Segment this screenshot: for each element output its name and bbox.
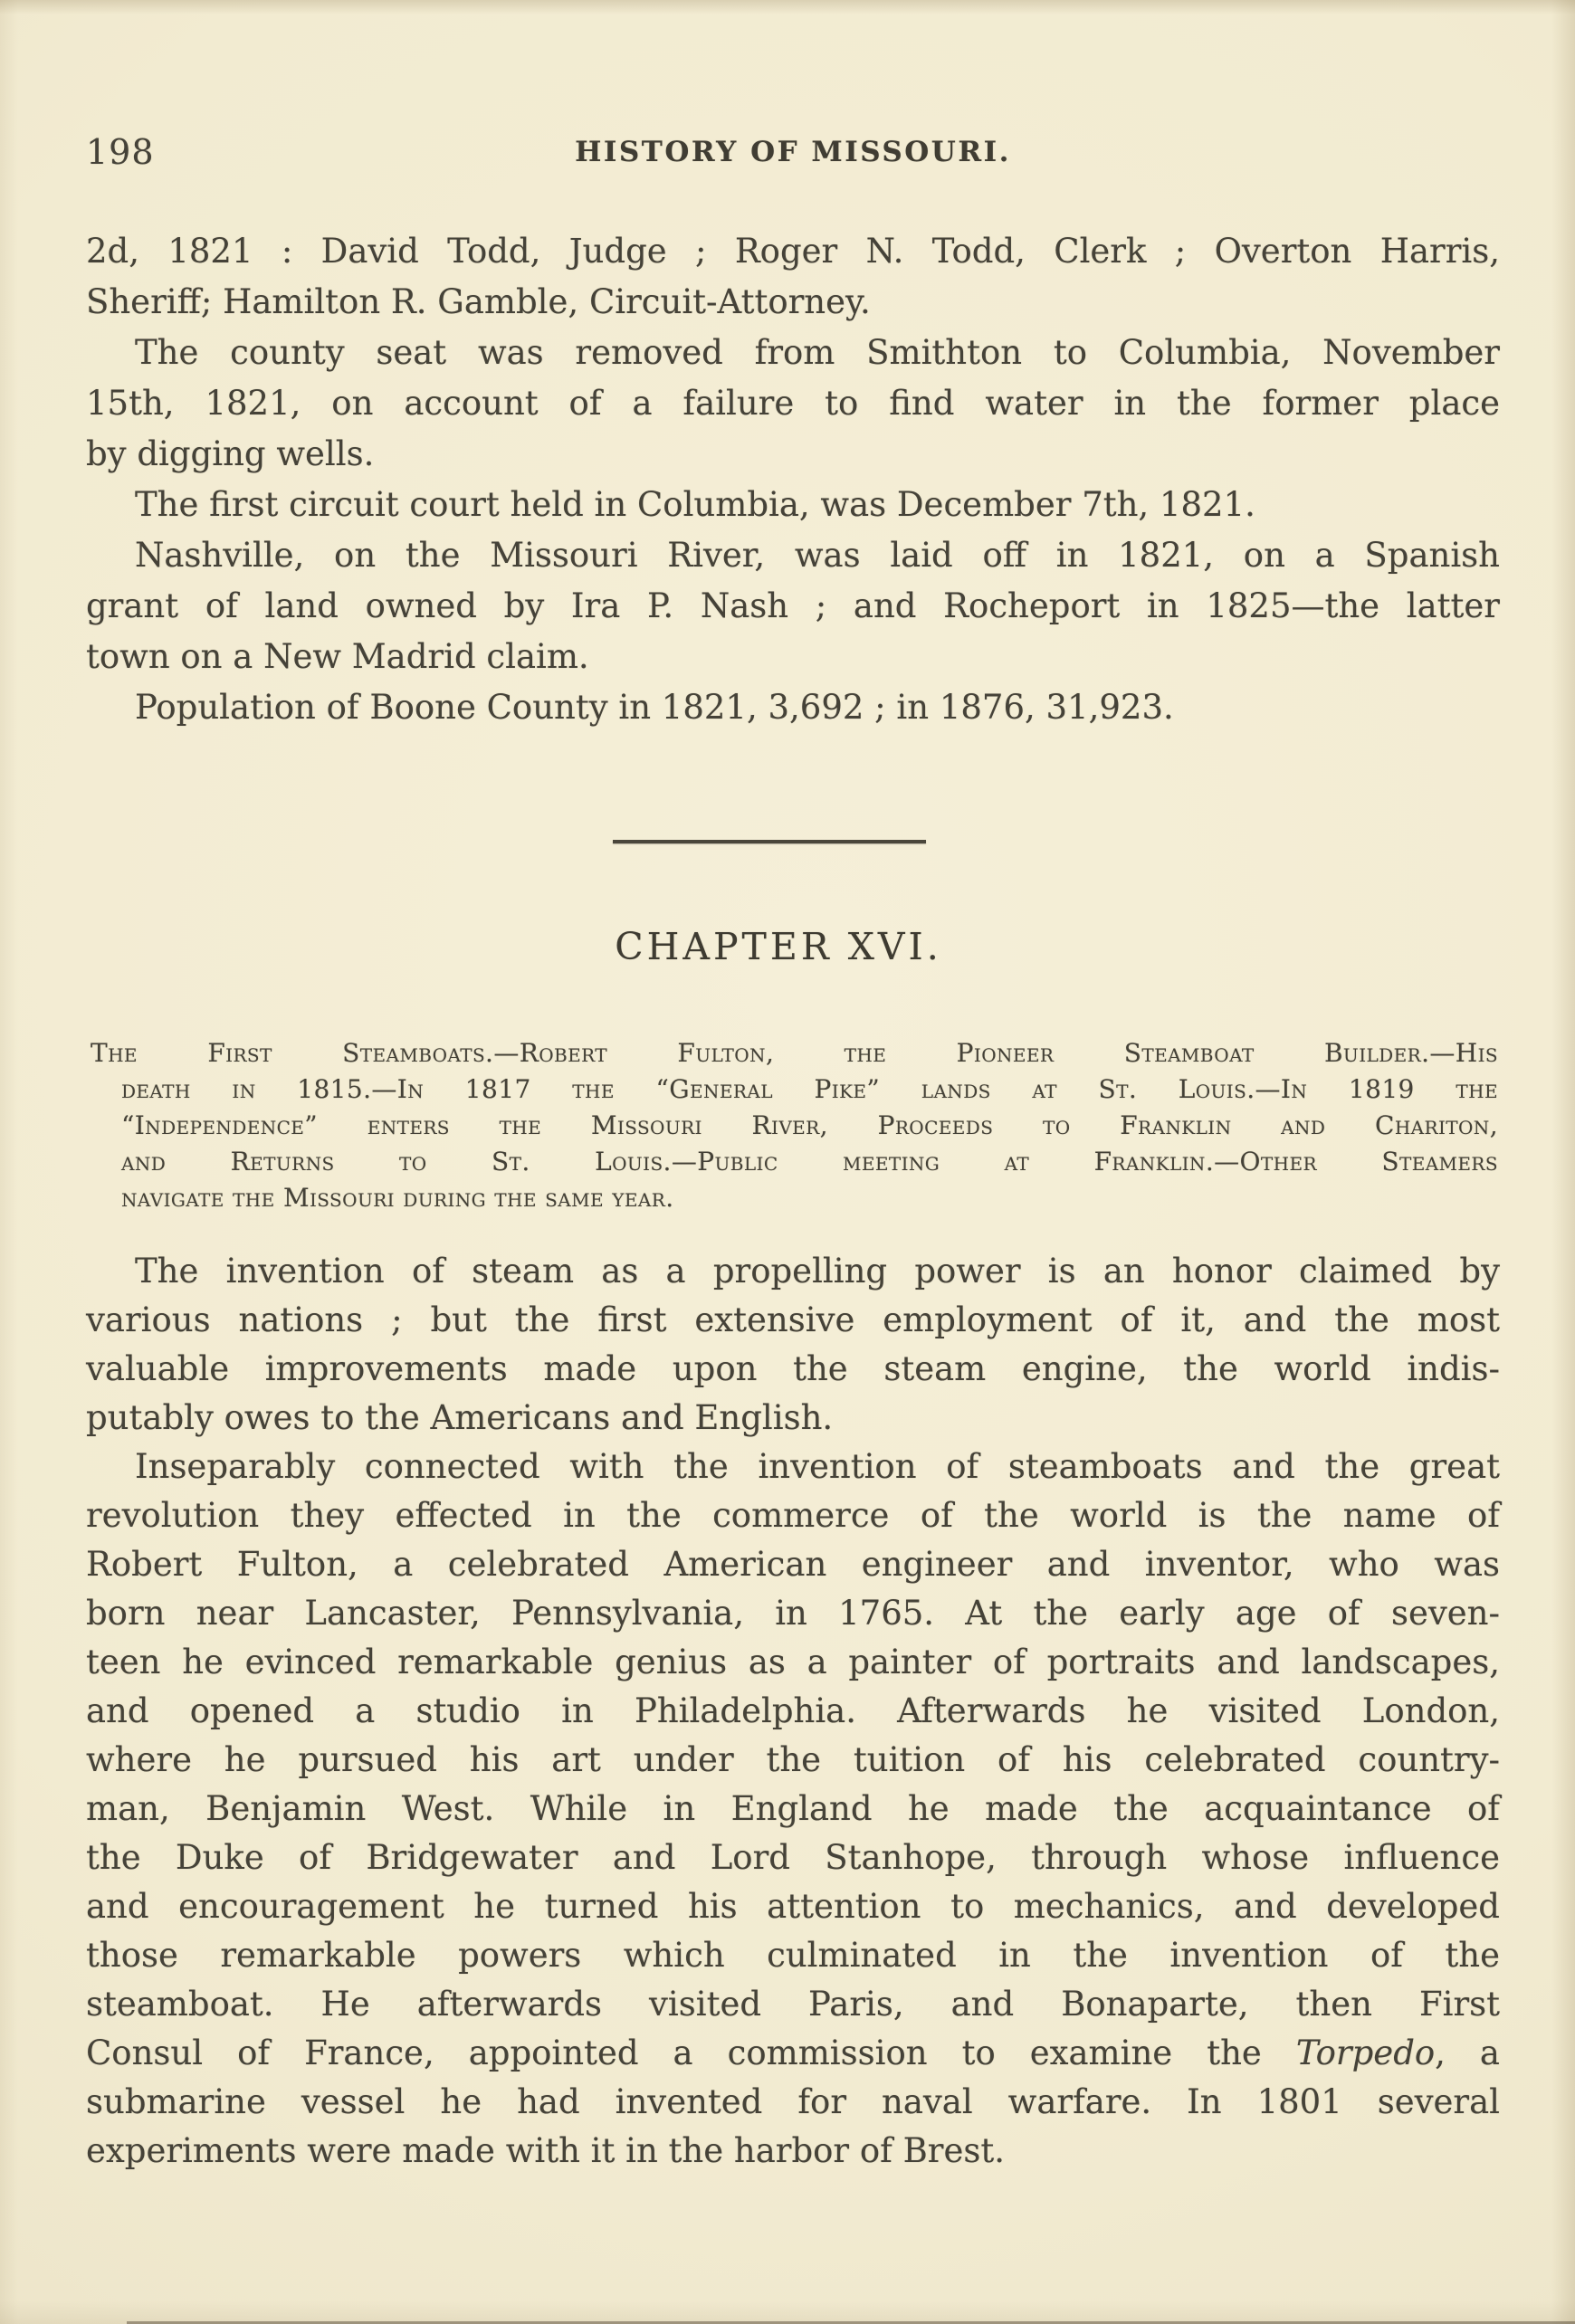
text-line: by digging wells. bbox=[86, 434, 375, 473]
text-line: putably owes to the Americans and English. bbox=[86, 1398, 834, 1437]
text-line: the Duke of Bridgewater and Lord Stanhope, through whose influence bbox=[86, 1838, 1500, 1877]
text-line: steamboat. He afterwards visited Paris, and Bonaparte, then First bbox=[86, 1985, 1500, 2024]
page-header bbox=[86, 132, 1500, 177]
text-line: teen he evinced remarkable genius as a painter of portraits and landscapes, bbox=[86, 1643, 1500, 1681]
running-header: HISTORY OF MISSOURI. bbox=[575, 136, 1011, 168]
text-line: death in 1815.—In 1817 the “General Pike” lands at St. Louis.—In 1819 the bbox=[121, 1074, 1498, 1104]
text-line: grant of land owned by Ira P. Nash ; and Rocheport in 1825—the latter bbox=[86, 586, 1500, 625]
text-line: “Independence” enters the Missouri River, Proceeds to Franklin and Chariton, bbox=[121, 1110, 1498, 1140]
italic-text: Torpedo bbox=[1295, 2034, 1436, 2072]
text-segment: Consul of France, appointed a commission to examine the bbox=[86, 2034, 1296, 2072]
text-line: man, Benjamin West. While in England he made the acquaintance of bbox=[86, 1789, 1500, 1828]
section-divider bbox=[613, 840, 926, 843]
text-line: Nashville, on the Missouri River, was laid off in 1821, on a Spanish bbox=[135, 536, 1500, 575]
chapter-heading: CHAPTER XVI. bbox=[615, 925, 942, 968]
intro-paragraphs bbox=[86, 226, 1500, 733]
chapter-summary bbox=[91, 1035, 1498, 1216]
text-line: town on a New Madrid claim. bbox=[86, 637, 589, 676]
text-line: The invention of steam as a propelling power is an honor claimed by bbox=[135, 1252, 1500, 1291]
text-line: revolution they effected in the commerce of the world is the name of bbox=[86, 1496, 1500, 1535]
text-line: various nations ; but the first extensive employment of it, and the most bbox=[86, 1300, 1500, 1339]
text-line: and encouragement he turned his attention to mechanics, and developed bbox=[86, 1887, 1500, 1926]
text-segment: , a bbox=[1435, 2034, 1500, 2072]
text-line bbox=[86, 2029, 1500, 2078]
text-line: Sheriff; Hamilton R. Gamble, Circuit-Attorney. bbox=[86, 282, 871, 321]
text-line: Inseparably connected with the invention of steamboats and the great bbox=[135, 1447, 1500, 1486]
text-line: submarine vessel he had invented for naval warfare. In 1801 several bbox=[86, 2082, 1500, 2121]
text-line: and Returns to St. Louis.—Public meeting at Franklin.—Other Steamers bbox=[121, 1147, 1498, 1176]
text-line: The county seat was removed from Smithton to Columbia, November bbox=[135, 333, 1500, 372]
text-line: 15th, 1821, on account of a failure to find water in the former place bbox=[86, 384, 1500, 423]
text-line: valuable improvements made upon the steam engine, the world indis- bbox=[86, 1349, 1500, 1388]
text-line: The First Steamboats.—Robert Fulton, the Pioneer Steamboat Builder.—His bbox=[91, 1038, 1498, 1068]
text-line: 2d, 1821 : David Todd, Judge ; Roger N. Todd, Clerk ; Overton Harris, bbox=[86, 232, 1500, 271]
text-line: navigate the Missouri during the same year. bbox=[121, 1183, 674, 1213]
text-line: Robert Fulton, a celebrated American engineer and inventor, who was bbox=[86, 1545, 1500, 1584]
text-line: Population of Boone County in 1821, 3,692 ; in 1876, 31,923. bbox=[135, 688, 1174, 727]
text-line: where he pursued his art under the tuition of his celebrated country- bbox=[86, 1740, 1500, 1779]
text-line: and opened a studio in Philadelphia. Afterwards he visited London, bbox=[86, 1691, 1500, 1730]
text-line: those remarkable powers which culminated in the invention of the bbox=[86, 1936, 1500, 1975]
text-line: experiments were made with it in the harbor of Brest. bbox=[86, 2131, 1006, 2170]
body-paragraphs bbox=[86, 1247, 1500, 2176]
text-line: The first circuit court held in Columbia, was December 7th, 1821. bbox=[135, 485, 1255, 524]
text-line: born near Lancaster, Pennsylvania, in 1765. At the early age of seven- bbox=[86, 1594, 1500, 1633]
page-number: 198 bbox=[86, 132, 155, 172]
